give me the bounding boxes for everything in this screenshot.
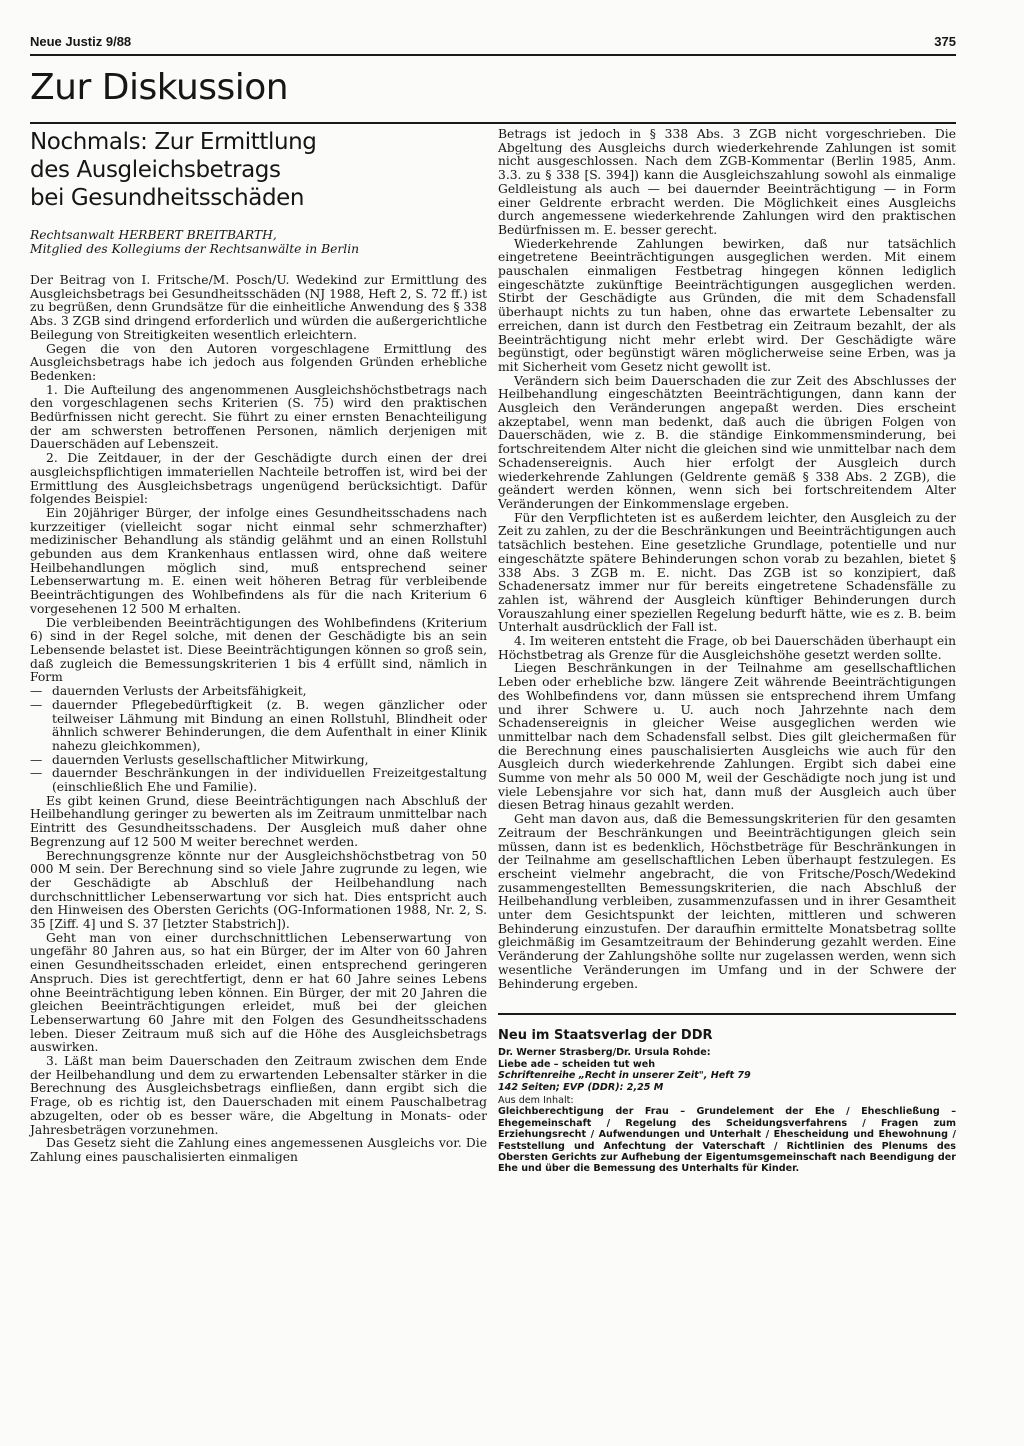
section-rule bbox=[30, 122, 956, 124]
title-line: bei Gesundheitsschäden bbox=[30, 185, 305, 211]
contents-label: Aus dem Inhalt: bbox=[498, 1094, 574, 1106]
book-authors: Dr. Werner Strasberg/Dr. Ursula Rohde: bbox=[498, 1047, 711, 1059]
book-details: 142 Seiten; EVP (DDR): 2,25 M bbox=[498, 1081, 664, 1093]
author-byline bbox=[30, 228, 487, 256]
paragraph: 3. Läßt man beim Dauerschaden den Zeitraum zwischen dem Ende der Heilbehandlung und dem zu erwartenden Lebensalter stärker in die Berechnung des Ausgleichsbetrags einfließen, dann ergibt sich die Frage, ob es richtig ist, den Dauerschaden mit einem Pauschalbetrag abzugelten, oder ob es besser wäre, die Abgeltung in Monats- oder Jahresbeträgen vorzunehmen. bbox=[30, 1054, 487, 1137]
author-line: Mitglied des Kollegiums der Rechtsanwälte in Berlin bbox=[30, 242, 360, 256]
section-title: Zur Diskussion bbox=[30, 67, 289, 108]
dash-list-item: — dauernder Pflegebedürftigkeit (z. B. wegen gänzlicher oder teilweiser Lähmung mit Bindung an einen Rollstuhl, Blindheit oder ähnlich schwerer Behinderungen, die dem Aufenthalt in einer Klinik nahezu gleichkommen), bbox=[30, 697, 487, 753]
paragraph: Betrags ist jedoch in § 338 Abs. 3 ZGB nicht vorgeschrieben. Die Abgeltung des Ausgleichs durch wiederkehrende Zahlungen ist somit nicht ausgeschlossen. Nach dem ZGB-Kommentar (Berlin 1985, Anm. 3.3. zu § 338 [S. 394]) kann die Ausgleichszahlung sowohl als einmalige Geldleistung als auch — bei dauernder Beeinträchtigung — in Form einer Geldrente erbracht werden. Die Möglichkeit eines Ausgleichs durch angemessene wiederkehrende Zahlungen wird den praktischen Bedürfnissen m. E. besser gerecht. bbox=[498, 127, 956, 237]
paragraph: Ein 20jähriger Bürger, der infolge eines Gesundheitsschadens nach kurzzeitiger (vielleicht sogar nicht einmal sehr schmerzhafter) medizinischer Behandlung als ständig gelähmt und an einen Rollstuhl gebunden aus dem Krankenhaus entlassen wird, ohne daß weitere Heilbehandlungen möglich sind, muß entsprechend seiner Lebenserwartung m. E. einen weit höheren Betrag für verbleibende Beeinträchtigungen des Wohlbefindens als für die nach Kriterium 6 vorgesehenen 12 500 M erhalten. bbox=[30, 505, 487, 616]
title-line: Nochmals: Zur Ermittlung bbox=[30, 129, 317, 155]
dash-marker: — bbox=[30, 697, 43, 712]
dash-marker: — bbox=[30, 766, 43, 781]
dash-list-item: — dauernder Beschränkungen in der individuellen Freizeitgestaltung (einschließlich Ehe und Familie). bbox=[30, 766, 487, 795]
book-title: Liebe ade – scheiden tut weh bbox=[498, 1058, 656, 1070]
dash-list-item: — dauernden Verlusts der Arbeitsfähigkeit, bbox=[30, 684, 307, 699]
paragraph: Für den Verpflichteten ist es außerdem leichter, den Ausgleich zu der Zeit zu zahlen, zu der die Beschränkungen und Beeinträchtigungen auch tatsächlich bestehen. Eine gesetzliche Grundlage, potentielle und nur eingeschätzte spätere Behinderungen schon vorab zu bezahlen, bietet § 338 Abs. 3 ZGB m. E. nicht. Das ZGB ist so konzipiert, daß Schadenersatz immer nur für bereits eingetretene Schadensfälle zu zahlen ist, während der Ausgleich künftiger Behinderungen durch Vorauszahlung einer speziellen Regelung bedurft hätte, wie es z. B. beim Unterhalt ausdrücklich der Fall ist. bbox=[498, 510, 956, 635]
contents-text: Gleichberechtigung der Frau – Grundelement der Ehe / Eheschließung – Ehegemeinschaft / Regelung des Scheidungsverfahrens / Fragen zum Erziehungsrecht / Aufwendungen und Unterhalt / Ehescheidung und Ehewohnung / Feststellung und Anfechtung der Vaterschaft / Richtlinien des Plenums des Obersten Gerichts zur Aufhebung der Eigentumsgemeinschaft nach Beendigung der Ehe und über die Bemessung des Unterhalts für Kinder. bbox=[498, 1106, 956, 1175]
paragraph: Verändern sich beim Dauerschaden die zur Zeit des Abschlusses der Heilbehandlung eingeschätzten Beeinträchtigungen, dann kann der Ausgleich den Veränderungen angepaßt werden. Dies erscheint akzeptabel, wenn man bedenkt, daß auch die übrigen Folgen von Dauerschäden, wie z. B. die ständige Einkommensminderung, bei fortschreitendem Alter nicht die gleichen sind wie unmittelbar nach dem Schadensereignis. Auch hier erfolgt der Ausgleich durch wiederkehrende Zahlungen (Geldrente gemäß § 338 Abs. 2 ZGB), die geändert werden können, wenn sich bei fortschreitendem Alter Veränderungen der Einkommenslage ergeben. bbox=[498, 373, 956, 511]
paragraph: Gegen die von den Autoren vorgeschlagene Ermittlung des Ausgleichsbetrags habe ich jedoch aus folgenden Gründen erhebliche Bedenken: bbox=[30, 341, 487, 383]
publisher-notice bbox=[498, 1013, 956, 1174]
paragraph: 1. Die Aufteilung des angenommenen Ausgleichshöchstbetrags nach den vorgeschlagenen sechs Kriterien (S. 75) wird den praktischen Bedürfnissen nicht gerecht. Sie führt zu einer ernsten Benachteiligung der am schwersten betroffenen Personen, nämlich derjenigen mit Dauerschäden auf Lebenszeit. bbox=[30, 382, 487, 452]
paragraph: Wiederkehrende Zahlungen bewirken, daß nur tatsächlich eingetretene Beeinträchtigungen ausgeglichen werden. Mit einem pauschalen einmaligen Festbetrag hingegen können lediglich eingeschätzte zukünftige Beeinträchtigungen ausgeglichen werden. Stirbt der Geschädigte aus Gründen, die mit dem Schadensfall überhaupt nichts zu tun haben, ohne das erwartete Lebensalter zu erreichen, dann ist durch den Festbetrag ein Zeitraum bezahlt, der als Beeinträchtigung nicht mehr erlebt wird. Der Geschädigte wäre begünstigt, oder begünstigt wären möglicherweise seine Erben, was ja mit Sicherheit vom Gesetz nicht gewollt ist. bbox=[498, 236, 956, 374]
author-line: Rechtsanwalt HERBERT BREITBARTH, bbox=[30, 228, 277, 242]
paragraph: 4. Im weiteren entsteht die Frage, ob bei Dauerschäden überhaupt ein Höchstbetrag als Grenze für die Ausgleichshöhe gesetzt werden sollte. bbox=[498, 634, 956, 662]
page-number: 375 bbox=[934, 34, 956, 49]
paragraph: Geht man davon aus, daß die Bemessungskriterien für den gesamten Zeitraum der Beschränkungen und Beeinträchtigungen gleich sein müssen, dann ist es bedenklich, Höchstbeträge für Beschränkungen in der Teilnahme am gesellschaftlichen Leben überhaupt festzulegen. Es erscheint vielmehr angebracht, die von Fritsche/Posch/Wedekind zusammengestellten Bemessungskriterien, die nach Abschluß der Heilbehandlung verbleiben, zusammenzufassen und in ihrer Gesamtheit unter dem Gesichtspunkt der leichten, mittleren und schweren Behinderung einzustufen. Der daraufhin ermittelte Monatsbetrag sollte gleichmäßig im Gesamtzeitraum der Behinderung gezahlt werden. Eine Veränderung der Zahlungshöhe sollte nur zugelassen werden, wenn sich wesentliche Veränderungen im Umfang und in der Schwere der Behinderung ergeben. bbox=[498, 812, 956, 991]
right-column bbox=[498, 128, 956, 1175]
paragraph: Es gibt keinen Grund, diese Beeinträchtigungen nach Abschluß der Heilbehandlung geringer zu bewerten als im Zeitraum unmittelbar nach Eintritt des Gesundheitsschadens. Der Ausgleich muß daher ohne Begrenzung auf 12 500 M weiter berechnet werden. bbox=[30, 793, 487, 849]
book-meta bbox=[498, 1047, 956, 1093]
dash-marker: — bbox=[30, 684, 43, 699]
journal-issue: Neue Justiz 9/88 bbox=[30, 34, 132, 49]
dash-list-item: — dauernden Verlusts gesellschaftlicher Mitwirkung, bbox=[30, 752, 369, 767]
notice-title: Neu im Staatsverlag der DDR bbox=[498, 1028, 713, 1044]
title-line: des Ausgleichsbetrags bbox=[30, 157, 281, 183]
paragraph: Liegen Beschränkungen in der Teilnahme am gesellschaftlichen Leben oder erhebliche bzw. längere Zeit währende Beeinträchtigungen des Wohlbefindens vor, dann müssen sie entsprechend ihrem Umfang und ihrer Schwere u. U. auch noch Jahrzehnte nach dem Schadensereignis in gleicher Weise ausgeglichen werden wie unmittelbar nach dem Schadensfall selbst. Dies gilt gleichermaßen für die Berechnung eines pauschalisierten Ausgleichs wie auch für den Ausgleich durch wiederkehrende Zahlungen. Ergibt sich dabei eine Summe von mehr als 50 000 M, weil der Geschädigte noch jung ist und viele Lebensjahre vor sich hat, dann muß der Ausgleich auch über diesen Betrag hinaus gezahlt werden. bbox=[498, 661, 956, 813]
dash-marker: — bbox=[30, 752, 43, 767]
paragraph: Der Beitrag von I. Fritsche/M. Posch/U. Wedekind zur Ermittlung des Ausgleichsbetrags bei Gesundheitsschäden (NJ 1988, Heft 2, S. 72 ff.) ist zu begrüßen, denn Grundsätze für die einheitliche Anwendung des § 338 Abs. 3 ZGB sind dringend erforderlich und würden die außergerichtliche Beilegung von Streitigkeiten wesentlich erleichtern. bbox=[30, 273, 487, 342]
running-header bbox=[30, 34, 956, 52]
paragraph: Geht man von einer durchschnittlichen Lebenserwartung von ungefähr 80 Jahren aus, so hat ein Bürger, der im Alter von 60 Jahren einen Gesundheitsschaden erleidet, einen entsprechend geringeren Anspruch. Dies ist gerechtfertigt, denn er hat 60 Jahre seines Lebens ohne Beeinträchtigung leben können. Ein Bürger, der mit 20 Jahren die gleichen Beeinträchtigungen erleidet, muß bei der gleichen Lebenserwartung 60 Jahre mit den Folgen des Gesundheitsschadens leben. Dieser Zeitraum muß sich auf die Höhe des Ausgleichsbetrags auswirken. bbox=[30, 930, 487, 1055]
left-column bbox=[30, 128, 487, 1165]
paragraph: Berechnungsgrenze könnte nur der Ausgleichshöchstbetrag von 50 000 M sein. Der Berechnung sind so viele Jahre zugrunde zu legen, wie der Geschädigte ab Abschluß der Heilbehandlung nach durchschnittlicher Lebenserwartung vor sich hat. Dies entspricht auch den Hinweisen des Obersten Gerichts (OG-Informationen 1988, Nr. 2, S. 35 [Ziff. 4] und S. 37 [letzter Stabstrich]). bbox=[30, 848, 487, 932]
paragraph: 2. Die Zeitdauer, in der der Geschädigte durch einen der drei ausgleichspflichtigen immateriellen Nachteile betroffen ist, wird bei der Ermittlung des Ausgleichsbetrags ungenügend berücksichtigt. Dafür folgendes Beispiel: bbox=[30, 451, 487, 507]
paragraph: Das Gesetz sieht die Zahlung eines angemessenen Ausgleichs vor. Die Zahlung eines pauschalisierten einmaligen bbox=[30, 1136, 487, 1164]
header-rule bbox=[30, 54, 956, 56]
paragraph: Die verbleibenden Beeinträchtigungen des Wohlbefindens (Kriterium 6) sind in der Regel solche, mit denen der Geschädigte bis an sein Lebensende belastet ist. Diese Beeinträchtigungen können so groß sein, daß zugleich die Bemessungskriterien 1 bis 4 erfüllt sind, nämlich in Form bbox=[30, 615, 487, 685]
article-title bbox=[30, 128, 487, 212]
book-series: Schriftenreihe „Recht in unserer Zeit", Heft 79 bbox=[498, 1070, 751, 1082]
